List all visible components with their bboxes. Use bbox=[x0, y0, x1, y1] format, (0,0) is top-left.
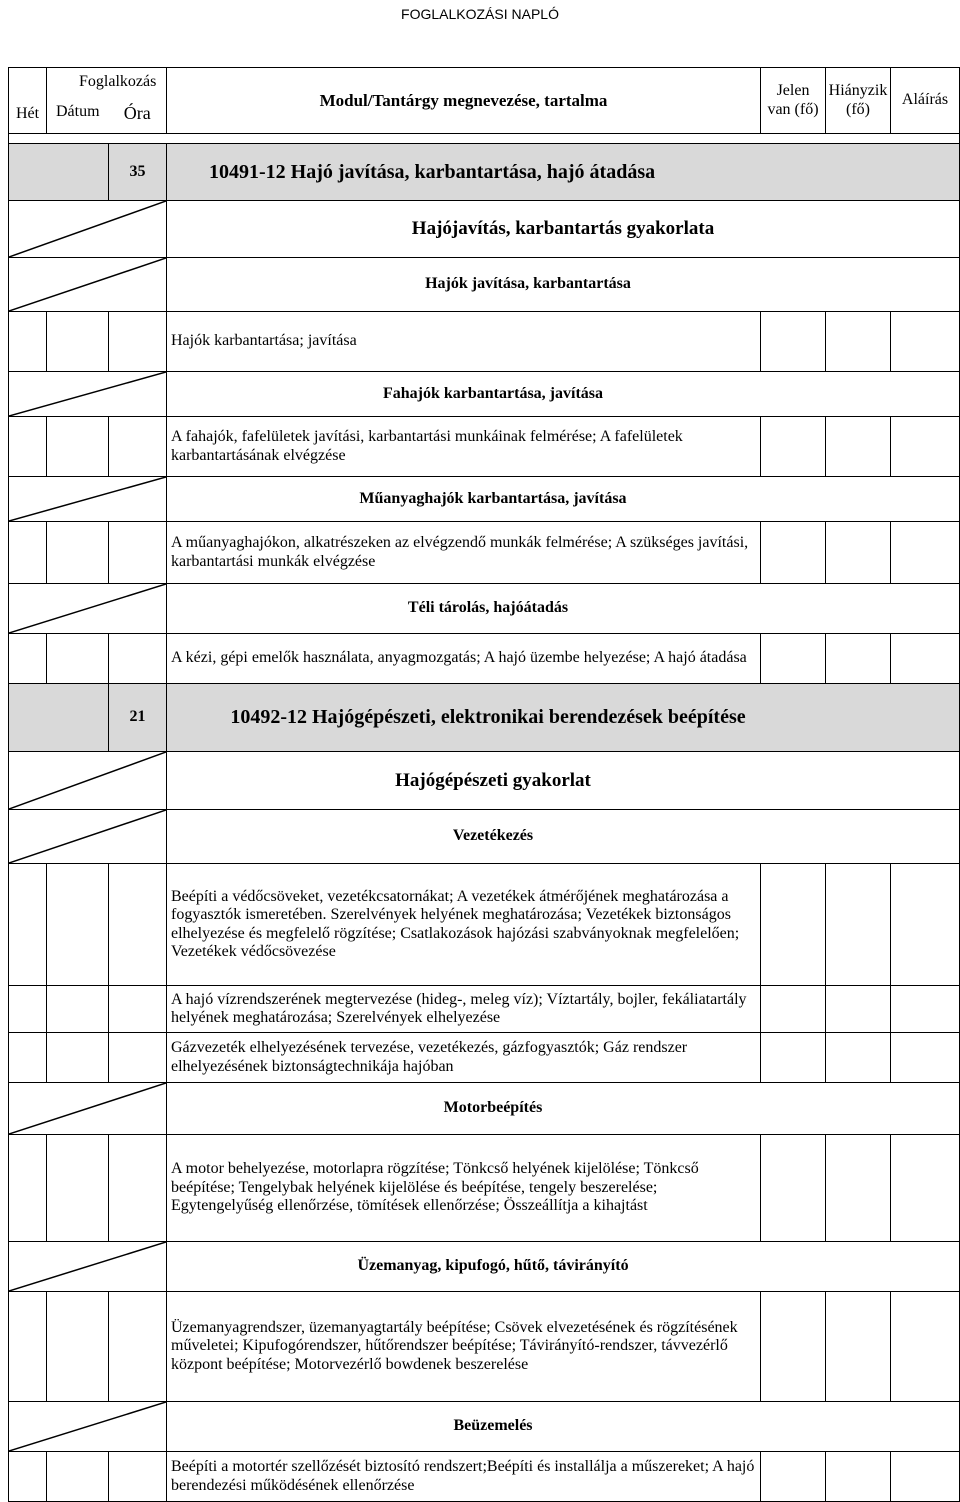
table-row bbox=[9, 144, 960, 201]
row-hours: 35 bbox=[109, 144, 167, 201]
topic-title: Téli tárolás, hajóátadás bbox=[167, 584, 960, 634]
table-row bbox=[9, 584, 960, 634]
table-row bbox=[9, 522, 960, 584]
page-title: FOGLALKOZÁSI NAPLÓ bbox=[401, 6, 559, 22]
content-text: A fahajók, fafelületek javítási, karbantartási munkáinak felmérése; A fafelületek karbantartásának elvégzése bbox=[167, 417, 761, 477]
header-modul: Modul/Tantárgy megnevezése, tartalma bbox=[167, 68, 761, 134]
diagonal-cell bbox=[9, 810, 167, 864]
table-row bbox=[9, 1033, 960, 1083]
table-row bbox=[9, 372, 960, 417]
diagonal-cell bbox=[9, 1083, 167, 1135]
header-het: Hét bbox=[9, 68, 47, 134]
table-row bbox=[9, 1242, 960, 1292]
topic-title: Beüzemelés bbox=[167, 1402, 960, 1452]
module-title: 10492-12 Hajógépészeti, elektronikai berendezések beépítése bbox=[167, 684, 960, 752]
diagonal-cell bbox=[9, 372, 167, 417]
table-row bbox=[9, 1402, 960, 1452]
header-ora: Óra bbox=[123, 103, 151, 124]
content-text: A motor behelyezése, motorlapra rögzítése; Tönkcső helyének kijelölése; Tönkcső beépítése; Tengelybak helyének kijelölése és beépítése, tengely beszerelése; Egytengelyűség ellenőrzése, tömítések ellenőrzése; Összeállítja a kihajtást bbox=[167, 1135, 761, 1242]
subject-title: Hajójavítás, karbantartás gyakorlata bbox=[167, 201, 960, 258]
content-text: A hajó vízrendszerének megtervezése (hideg-, meleg víz); Víztartály, bojler, fekáliatartály helyének meghatározása; Szerelvények elhelyezése bbox=[167, 986, 761, 1033]
table-row bbox=[9, 752, 960, 810]
header-jelen: Jelen van (fő) bbox=[761, 68, 826, 134]
diagonal-cell bbox=[9, 584, 167, 634]
diagonal-cell bbox=[9, 1242, 167, 1292]
topic-title: Hajók javítása, karbantartása bbox=[167, 258, 960, 312]
table-row bbox=[9, 417, 960, 477]
content-text: A műanyaghajókon, alkatrészeken az elvégzendő munkák felmérése; A szükséges javítási, karbantartási munkák elvégzése bbox=[167, 522, 761, 584]
table-row bbox=[9, 312, 960, 372]
table-row bbox=[9, 986, 960, 1033]
table-row bbox=[9, 864, 960, 986]
spacer-row bbox=[9, 134, 960, 144]
diagonal-cell bbox=[9, 477, 167, 522]
content-text: Üzemanyagrendszer, üzemanyagtartály beépítése; Csövek elvezetésének és rögzítésének műveletei; Kipufogórendszer, hűtőrendszer beépítése; Távirányító-rendszer, távvezérlő központ beépítése; Motorvezérlő bowdenek beszerelése bbox=[167, 1292, 761, 1402]
table-row bbox=[9, 634, 960, 684]
header-datum: Dátum bbox=[55, 103, 100, 121]
content-text: A kézi, gépi emelők használata, anyagmozgatás; A hajó üzembe helyezése; A hajó átadása bbox=[167, 634, 761, 684]
topic-title: Műanyaghajók karbantartása, javítása bbox=[167, 477, 960, 522]
content-text: Hajók karbantartása; javítása bbox=[167, 312, 761, 372]
subject-title: Hajógépészeti gyakorlat bbox=[167, 752, 960, 810]
table-row bbox=[9, 1135, 960, 1242]
topic-title: Motorbeépítés bbox=[167, 1083, 960, 1135]
content-text: Beépíti a védőcsöveket, vezetékcsatornákat; A vezetékek átmérőjének meghatározása a fogyasztók ismeretében. Szerelvények helyének meghatározása; Vezetékek biztonságos elhelyezése és megfelelő rögzítése; Csatlakozások hajózási szabványoknak megfelelően; Vezetékek védőcsövezése bbox=[167, 864, 761, 986]
topic-title: Fahajók karbantartása, javítása bbox=[167, 372, 960, 417]
diagonal-cell bbox=[9, 752, 167, 810]
diagonal-cell bbox=[9, 201, 167, 258]
diagonal-cell bbox=[9, 258, 167, 312]
table-header bbox=[9, 68, 960, 134]
table-row bbox=[9, 1292, 960, 1402]
table-row bbox=[9, 1452, 960, 1502]
content-text: Beépíti a motortér szellőzését biztosító rendszert;Beépíti és installálja a műszereket; A hajó berendezési működésének ellenőrzése bbox=[167, 1452, 761, 1502]
log-table bbox=[8, 67, 960, 1502]
content-text: Gázvezeték elhelyezésének tervezése, vezetékezés, gázfogyasztók; Gáz rendszer elhelyezésének biztonságtechnikája hajóban bbox=[167, 1033, 761, 1083]
header-hianyzik: Hiányzik (fő) bbox=[826, 68, 891, 134]
table-row bbox=[9, 1083, 960, 1135]
topic-title: Vezetékezés bbox=[167, 810, 960, 864]
topic-title: Üzemanyag, kipufogó, hűtő, távirányító bbox=[167, 1242, 960, 1292]
module-title: 10491-12 Hajó javítása, karbantartása, hajó átadása bbox=[167, 144, 960, 201]
table-row bbox=[9, 810, 960, 864]
row-hours: 21 bbox=[109, 684, 167, 752]
header-foglalkozas: Foglalkozás bbox=[79, 72, 157, 90]
table-row bbox=[9, 684, 960, 752]
table-row bbox=[9, 201, 960, 258]
table-row bbox=[9, 258, 960, 312]
header-foglalkozas-group bbox=[47, 68, 167, 134]
header-alairas: Aláírás bbox=[891, 68, 960, 134]
diagonal-cell bbox=[9, 1402, 167, 1452]
table-row bbox=[9, 477, 960, 522]
